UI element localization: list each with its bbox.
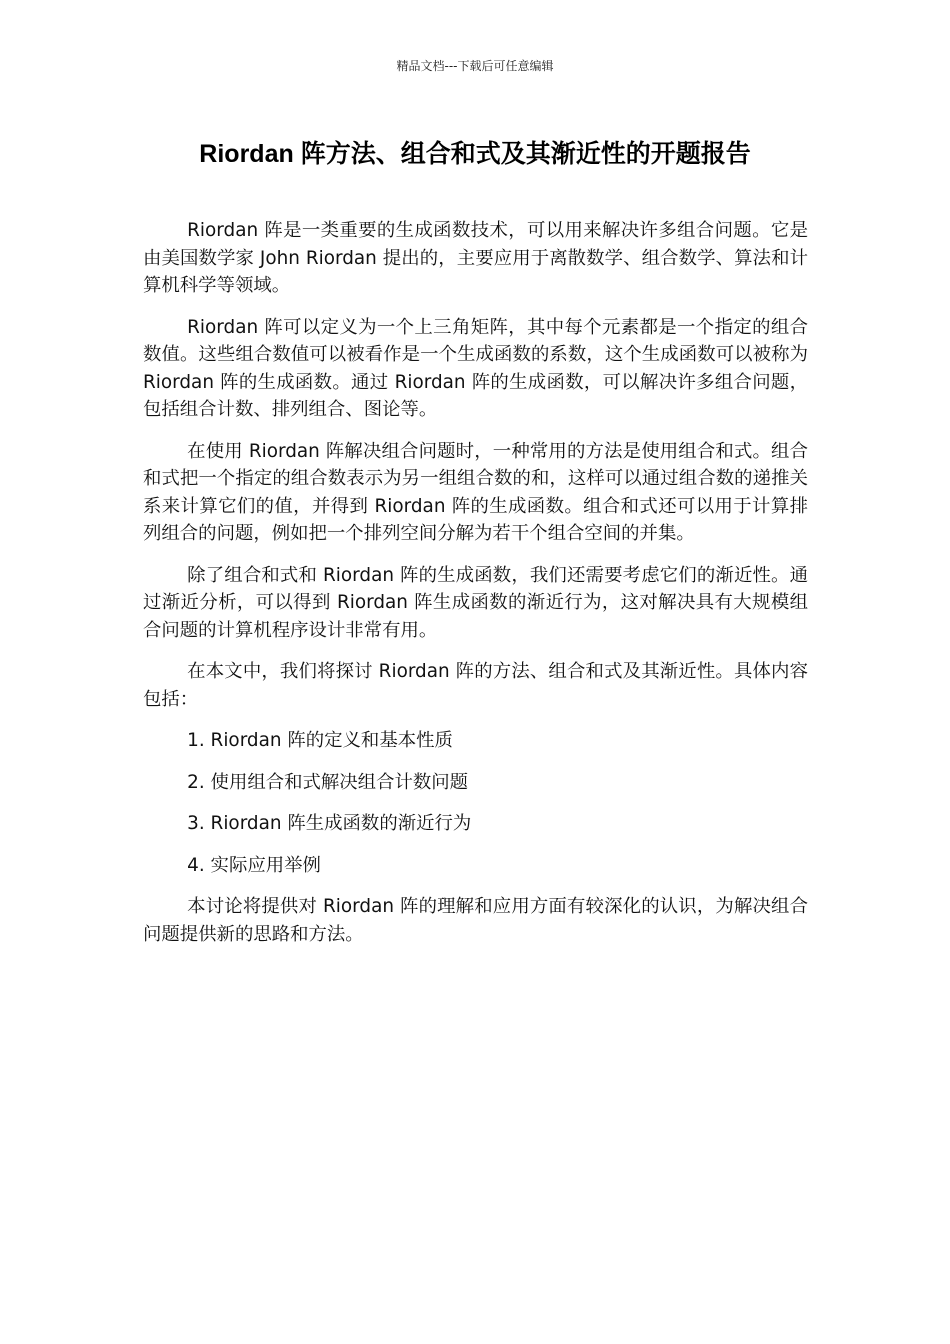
header-note: 精品文档---下载后可任意编辑 (396, 59, 554, 73)
list-item: 1. Riordan 阵的定义和基本性质 (187, 730, 453, 751)
paragraph-combinatorial-sums: 在使用 Riordan 阵解决组合问题时，一种常用的方法是使用组合和式。组合和式把一个指定的组合数表示为另一组组合数的和，这样可以通过组合数的递推关系来计算它们的值，并得到 Riordan 阵的生成函数。组合和式还可以用于计算排列组合的问题，例如把一个排列空间分解为若干个组合空间的并集。 (143, 440, 808, 544)
document-title: Riordan 阵方法、组合和式及其渐近性的开题报告 (199, 140, 751, 168)
list-item: 4. 实际应用举例 (187, 854, 321, 876)
paragraph-closing: 本讨论将提供对 Riordan 阵的理解和应用方面有较深化的认识，为解决组合问题提供新的思路和方法。 (143, 896, 808, 945)
paragraph-definition: Riordan 阵可以定义为一个上三角矩阵，其中每个元素都是一个指定的组合数值。这些组合数值可以被看作是一个生成函数的系数，这个生成函数可以被称为 Riordan 阵的生成函数。通过 Riordan 阵的生成函数，可以解决许多组合问题，包括组合计数、排列组合、图论等。 (143, 316, 808, 420)
list-item: 2. 使用组合和式解决组合计数问题 (187, 771, 469, 793)
paragraph-scope: 在本文中，我们将探讨 Riordan 阵的方法、组合和式及其渐近性。具体内容包括： (143, 661, 808, 710)
list-item: 3. Riordan 阵生成函数的渐近行为 (187, 813, 472, 834)
document-body (143, 217, 808, 962)
paragraph-intro: Riordan 阵是一类重要的生成函数技术，可以用来解决许多组合问题。它是由美国数学家 John Riordan 提出的，主要应用于离散数学、组合数学、算法和计算机科学等领域。 (143, 220, 808, 296)
paragraph-asymptotics: 除了组合和式和 Riordan 阵的生成函数，我们还需要考虑它们的渐近性。通过渐近分析，可以得到 Riordan 阵生成函数的渐近行为，这对解决具有大规模组合问题的计算机程序设计非常有用。 (143, 564, 808, 641)
